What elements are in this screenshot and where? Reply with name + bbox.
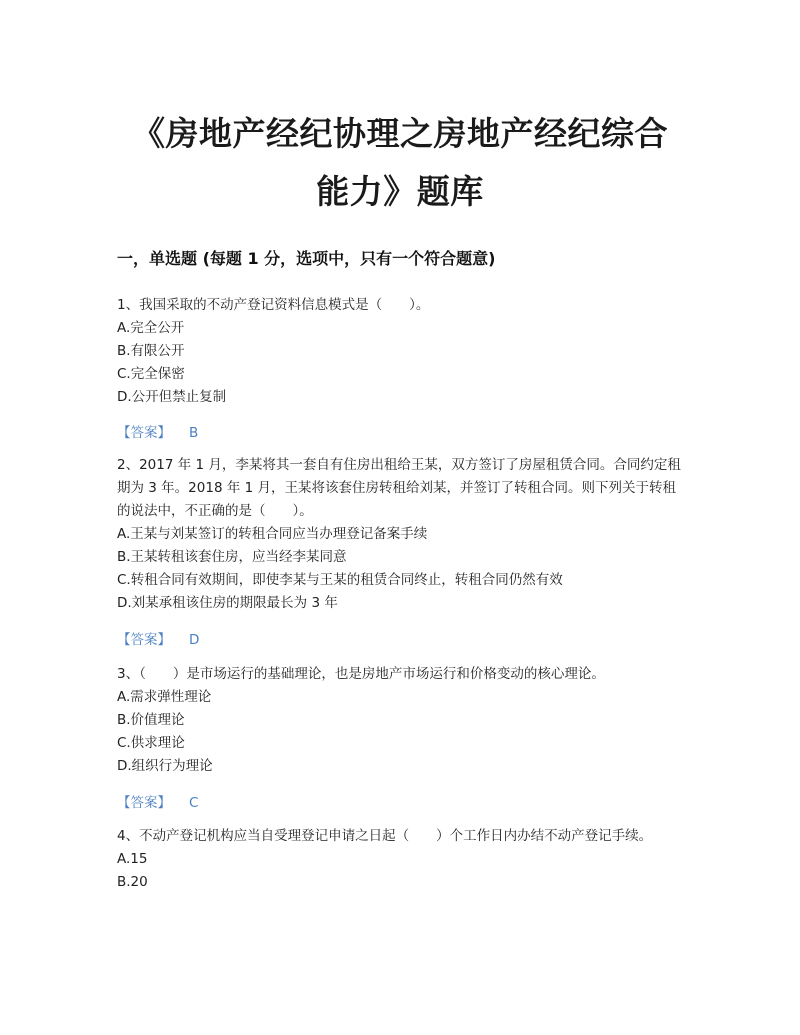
option-b: B.20 [117,874,148,890]
question-4 [117,825,683,894]
option-c: C.转租合同有效期间，即使李某与王某的租赁合同终止，转租合同仍然有效 [117,572,563,588]
option-d: D.公开但禁止复制 [117,389,227,405]
answer-label: 【答案】 [117,795,171,811]
answer-label: 【答案】 [117,632,171,648]
option-a: A.需求弹性理论 [117,689,212,705]
question-stem: 2、2017 年 1 月，李某将其一套自有住房出租给王某，双方签订了房屋租赁合同。合同约定租期为 3 年。2018 年 1 月，王某将该套住房转租给刘某，并签订了转租合同。则下列关于转租的说法中，不正确的是（ ）。 [117,457,681,519]
option-a: A.王某与刘某签订的转租合同应当办理登记备案手续 [117,526,428,542]
option-a: A.完全公开 [117,320,185,336]
question-stem: 4、不动产登记机构应当自受理登记申请之日起（ ）个工作日内办结不动产登记手续。 [117,828,653,844]
option-b: B.有限公开 [117,343,185,359]
option-d: D.组织行为理论 [117,758,213,774]
option-d: D.刘某承租该住房的期限最长为 3 年 [117,595,338,611]
answer-3 [117,791,198,811]
document-title [100,105,700,221]
option-c: C.供求理论 [117,735,185,751]
answer-2 [117,628,199,648]
option-c: C.完全保密 [117,366,185,382]
answer-1 [117,421,198,441]
title-line-1: 《房地产经纪协理之房地产经纪综合 [132,114,668,153]
answer-label: 【答案】 [117,425,171,441]
option-a: A.15 [117,851,148,867]
answer-value: C [189,795,199,811]
question-3 [117,663,683,778]
option-b: B.价值理论 [117,712,185,728]
option-b: B.王某转租该套住房，应当经李某同意 [117,549,347,565]
question-stem: 3、（ ）是市场运行的基础理论，也是房地产市场运行和价格变动的核心理论。 [117,666,605,682]
answer-value: D [189,632,200,648]
section-heading: 一，单选题 (每题 1 分，选项中，只有一个符合题意) [117,249,496,268]
answer-value: B [189,425,199,441]
question-1 [117,294,683,409]
question-stem: 1、我国采取的不动产登记资料信息模式是（ ）。 [117,297,430,313]
title-line-2: 能力》题库 [316,172,484,211]
question-2 [117,454,683,615]
